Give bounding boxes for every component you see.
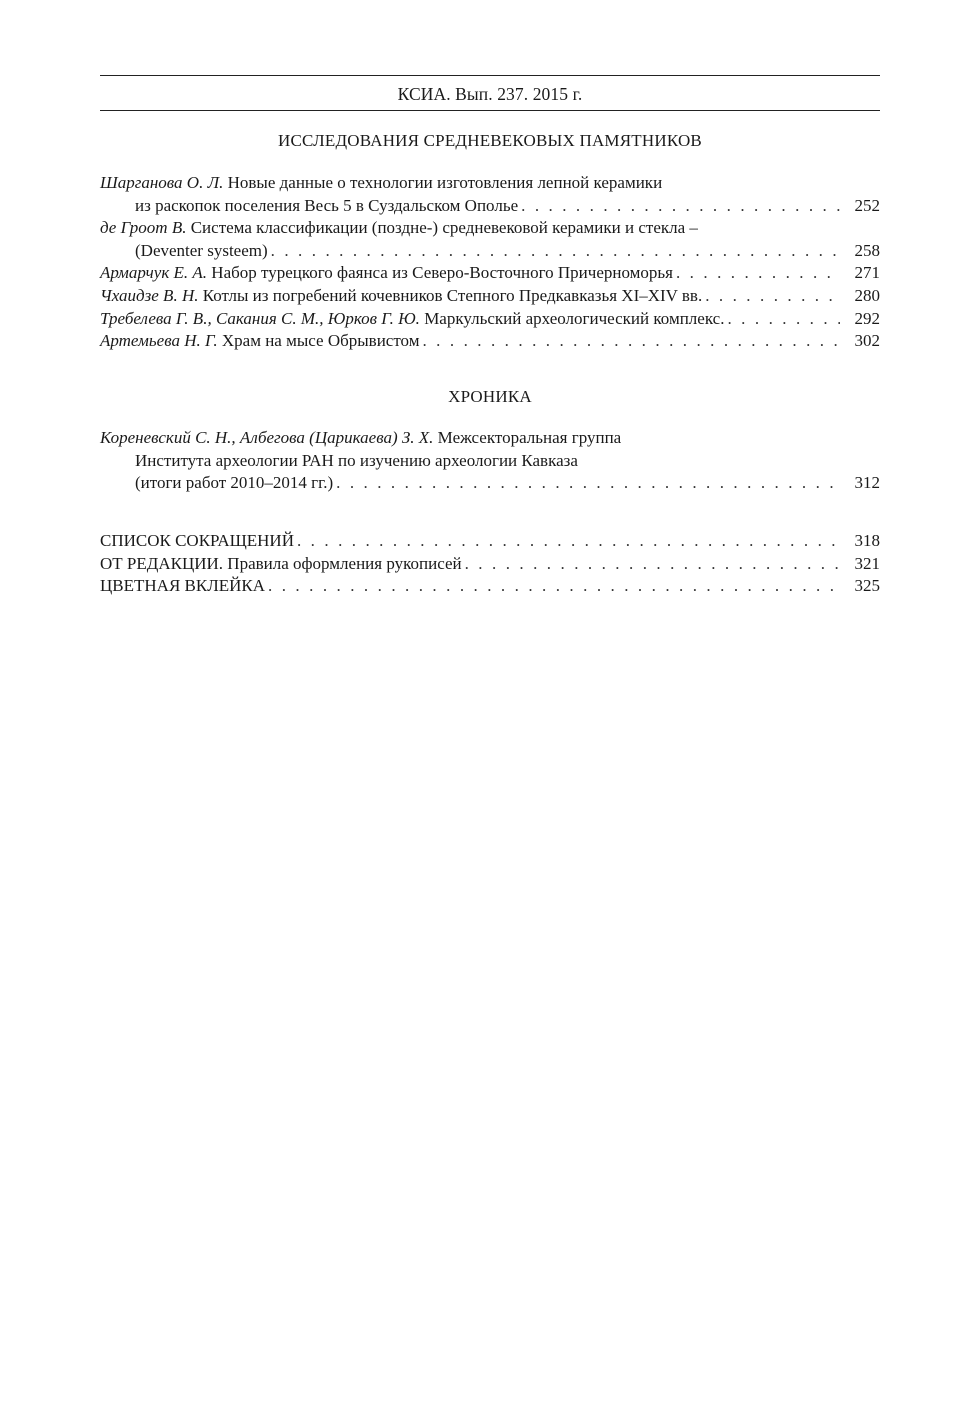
entry-author: Шарганова О. Л.	[100, 173, 224, 192]
running-head: КСИА. Вып. 237. 2015 г.	[397, 84, 583, 104]
dot-leader	[297, 530, 840, 553]
entry-page-number: 302	[854, 331, 880, 351]
toc-entry[interactable]	[100, 285, 880, 308]
toc-entry-line	[100, 530, 880, 553]
toc-entry[interactable]	[100, 330, 880, 353]
dot-leader	[422, 330, 840, 353]
entry-page-number: 258	[854, 240, 880, 260]
header-rule-top	[100, 75, 880, 76]
toc-entry-line	[100, 575, 880, 598]
entry-author: де Гроот В.	[100, 218, 187, 238]
entry-page-number: 318	[854, 531, 880, 550]
toc-entry-line	[100, 285, 880, 308]
toc-list-back-matter	[100, 530, 880, 598]
dot-leader	[336, 472, 840, 495]
toc-entry-line	[100, 450, 880, 473]
toc-entry[interactable]	[100, 575, 880, 598]
toc-entry-line	[100, 240, 880, 263]
toc-entry[interactable]	[100, 427, 880, 495]
header-rule-bottom	[100, 110, 880, 111]
dot-leader	[268, 575, 840, 598]
entry-author: Требелева Г. В., Сакания С. М., Юрков Г. Ю.	[100, 308, 420, 328]
entry-author: Чхаидзе В. Н.	[100, 285, 199, 305]
entry-page-number: 280	[854, 285, 880, 305]
toc-entry[interactable]	[100, 530, 880, 553]
toc-entry-line	[100, 553, 880, 576]
entry-author: Кореневский С. Н., Албегова (Царикаева) З. Х.	[100, 428, 434, 447]
toc-entry-line	[100, 217, 880, 240]
toc-entry[interactable]	[100, 308, 880, 331]
entry-author: Артемьева Н. Г.	[100, 331, 218, 351]
entry-page-number: 321	[854, 553, 880, 573]
dot-leader	[521, 195, 840, 218]
entry-title: СПИСОК СОКРАЩЕНИЙ	[100, 531, 294, 550]
entry-author: Армарчук Е. А.	[100, 263, 208, 283]
toc-entry[interactable]	[100, 553, 880, 576]
entry-title-cont: из раскопок поселения Весь 5 в Суздальском Ополье	[135, 195, 519, 215]
toc-entry-line	[100, 330, 880, 353]
toc-entry-line	[100, 472, 880, 495]
entry-title: Межсекторальная группа	[437, 428, 622, 447]
entry-title-cont: Института археологии РАН по изучению археологии Кавказа	[135, 450, 578, 470]
entry-page-number: 312	[854, 473, 880, 493]
section-title-chronicle: ХРОНИКА	[448, 387, 532, 406]
toc-entry-line	[100, 427, 880, 450]
entry-title-cont: (итоги работ 2010–2014 гг.)	[135, 473, 334, 493]
toc-entry-line	[100, 195, 880, 218]
toc-entry[interactable]	[100, 172, 880, 217]
entry-title: ЦВЕТНАЯ ВКЛЕЙКА	[100, 576, 266, 596]
entry-title: Новые данные о технологии изготовления лепной керамики	[227, 173, 663, 192]
toc-list-medieval	[100, 172, 880, 353]
entry-page-number: 271	[854, 263, 880, 283]
dot-leader	[271, 240, 840, 263]
entry-page-number: 252	[854, 195, 880, 215]
toc-entry[interactable]	[100, 217, 880, 262]
entry-title: ОТ РЕДАКЦИИ. Правила оформления рукописей	[100, 553, 462, 573]
section-title-medieval: ИССЛЕДОВАНИЯ СРЕДНЕВЕКОВЫХ ПАМЯТНИКОВ	[278, 131, 702, 150]
entry-page-number: 292	[854, 308, 880, 328]
entry-title: Маркульский археологический комплекс.	[424, 308, 725, 328]
toc-entry-line	[100, 172, 880, 195]
toc-entry-line	[100, 308, 880, 331]
toc-entry[interactable]	[100, 262, 880, 285]
dot-leader	[727, 308, 840, 331]
entry-title: Набор турецкого фаянса из Северо-Восточного Причерноморья	[211, 263, 673, 283]
entry-title: Котлы из погребений кочевников Степного Предкавказья XI–XIV вв.	[202, 285, 703, 305]
entry-page-number: 325	[854, 576, 880, 596]
dot-leader	[676, 262, 840, 285]
toc-entry-line	[100, 262, 880, 285]
dot-leader	[705, 285, 840, 308]
toc-list-chronicle	[100, 427, 880, 495]
entry-title: Храм на мысе Обрывистом	[221, 331, 420, 351]
entry-title-cont: (Deventer systeem)	[135, 240, 268, 260]
dot-leader	[465, 553, 840, 576]
entry-title: Система классификации (поздне-) средневековой керамики и стекла –	[190, 218, 698, 238]
